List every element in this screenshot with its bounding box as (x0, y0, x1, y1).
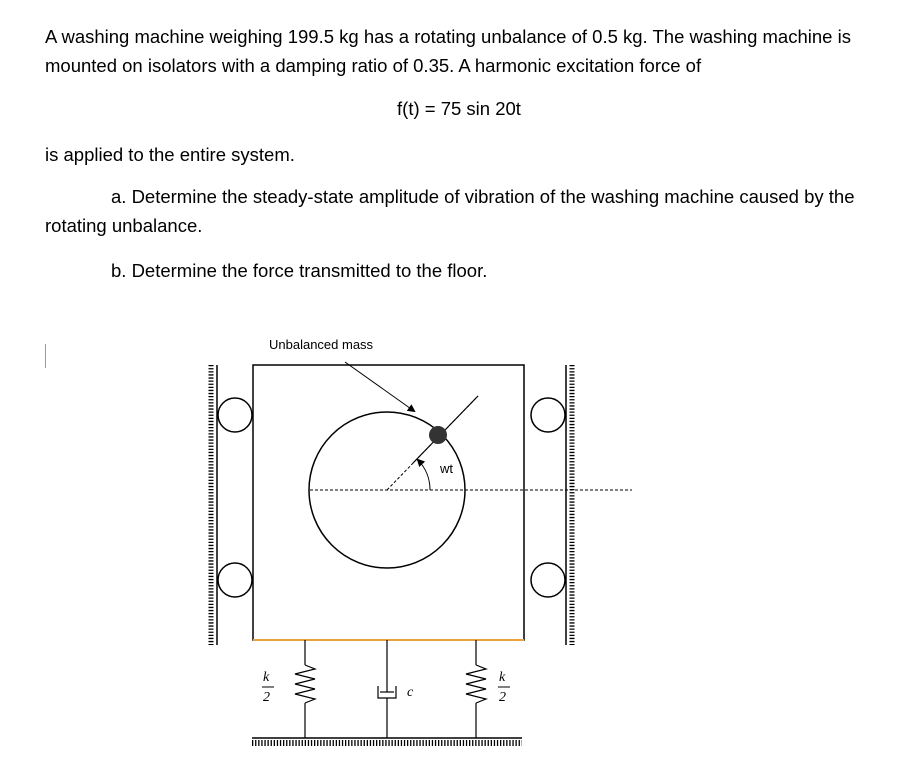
problem-intro: A washing machine weighing 199.5 kg has a rotating unbalance of 0.5 kg. The washing machine is mounted on isolators with a damping ratio of 0.35. A harmonic excitation force of (45, 26, 851, 76)
problem-continuation: is applied to the entire system. (45, 144, 295, 165)
roller-left-bottom (218, 563, 252, 597)
damper-label: c (407, 685, 414, 700)
roller-right-top (531, 398, 565, 432)
machine-body (253, 365, 524, 640)
spring-right-2: 2 (499, 690, 506, 705)
part-b-question: b. Determine the force transmitted to the floor. (111, 260, 488, 281)
unbalanced-mass-label: Unbalanced mass (269, 337, 374, 352)
spring-right (466, 640, 486, 738)
spring-left-2: 2 (263, 690, 270, 705)
damper (378, 640, 396, 738)
spring-left-k: k (263, 670, 270, 685)
spring-left (295, 640, 315, 738)
ground (252, 738, 522, 743)
right-wall (566, 365, 572, 645)
part-a-question: a. Determine the steady-state amplitude of vibration of the washing machine caused by the rotating unbalance. (45, 186, 855, 236)
left-wall (211, 365, 217, 645)
excitation-equation: f(t) = 75 sin 20t (397, 98, 521, 119)
roller-right-bottom (531, 563, 565, 597)
angle-label: wt (440, 461, 453, 476)
unbalanced-mass (429, 426, 447, 444)
spring-right-k: k (499, 670, 506, 685)
roller-left-top (218, 398, 252, 432)
